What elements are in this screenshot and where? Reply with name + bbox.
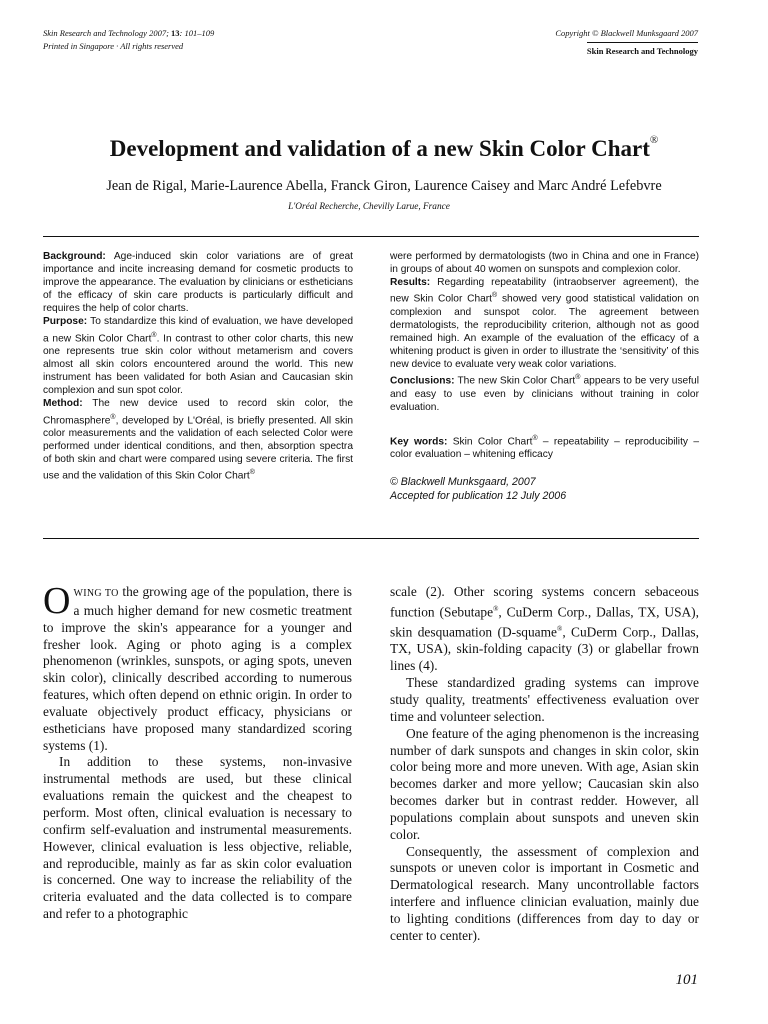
body-left-column <box>43 580 353 923</box>
abstract-purpose: Purpose: To standardize this kind of evaluation, we have developed a new Skin Color Chart®. In contrast to other color charts, this new one represents true skin color without metamerism and covers almost all skin colors encountered around the world. This new instrument has been validated for both Asian and Caucasian skin complexion and sun spot color. <box>43 316 353 397</box>
copyright-line: Copyright © Blackwell Munksgaard 2007 <box>555 28 698 38</box>
body-paragraph-2: In addition to these systems, non-invasive instrumental methods are used, but these clinical evaluations remain the quickest and the cheapest to perform. Most often, clinical evaluation is necessary to confirm self-evaluation and instrumental measurements. However, clinical evaluation is less objective, reliable, and reproducible, mainly as far as skin color evaluation is concerned. One way to increase the reliability of the criteria evaluated and the data collected is to compare and refer to a photographic <box>43 754 352 922</box>
affiliation: L'Oréal Recherche, Chevilly Larue, France <box>288 202 450 212</box>
abstract-top-rule <box>43 236 699 237</box>
journal-name: Skin Research and Technology <box>587 42 698 58</box>
abstract-keywords: Key words: Skin Color Chart® – repeatability – reproducibility – color evaluation – whitening efficacy <box>390 434 699 461</box>
running-header-copyright <box>555 27 698 57</box>
body-right-column <box>390 584 699 945</box>
publication-info <box>390 475 699 503</box>
small-caps-opening: WING TO <box>73 588 119 599</box>
abstract-copyright: © Blackwell Munksgaard, 2007 <box>390 476 536 489</box>
body-paragraph-1: OWING TO the growing age of the population, there is a much higher demand for new cosmetic treatment to improve the skin's appearance for a younger and fresher look. Aging or photo aging is a complex phenomenon (wrinkles, sunspots, or aging spots, uneven skin color), clinically described according to numerous features, which often depend on ethnic origin. In order to evaluate objectively product efficacy, physicians or estheticians have proposed many standardized scoring systems (1). <box>43 580 353 753</box>
body-paragraph-3: scale (2). Other scoring systems concern sebaceous function (Sebutape®, CuDerm Corp., Dallas, TX, USA), skin desquamation (D-squame®, CuDerm Corp., Dallas, TX, USA), skin-folding capacity (3) or glabellar frown lines (4). <box>390 584 699 674</box>
page-number: 101 <box>675 972 698 988</box>
drop-cap: O <box>43 580 71 622</box>
citation-journal: Skin Research and Technology 2007; <box>43 28 172 38</box>
author-list: Jean de Rigal, Marie-Laurence Abella, Franck Giron, Laurence Caisey and Marc André Lefebvre <box>106 178 662 194</box>
body-paragraph-4: These standardized grading systems can improve study quality, treatments' effectiveness evaluation over time and volunteer selection. <box>390 675 699 724</box>
abstract-right-column <box>390 250 699 503</box>
accepted-date: Accepted for publication 12 July 2006 <box>390 490 567 503</box>
article-title <box>0 136 768 162</box>
registered-mark: ® <box>649 134 659 147</box>
abstract-bottom-rule <box>43 538 699 539</box>
printed-line: Printed in Singapore · All rights reserved <box>43 40 184 51</box>
abstract-left-column <box>43 250 353 483</box>
citation-pages: : 101–109 <box>179 28 215 38</box>
body-paragraph-6: Consequently, the assessment of complexion and sunspots or uneven color is important in Cosmetic and Dermatological research. Many uncontrollable factors interfere and influence clinician evaluation, mainly due to lighting conditions (differences from day to day or center to center). <box>390 843 699 943</box>
abstract-results: Results: Regarding repeatability (intraobserver agreement), the new Skin Color Chart® showed very good statistical validation on complexion and sunspot color. The agreement between dermatologists, the reproducibility criterion, although not as good remained high. An example of the evaluation of the efficacy of a whitening product is given in order to illustrate the ‘sensitivity’ of this new device to evaluate very weak color variations. <box>390 277 699 371</box>
article-title-text: Development and validation of a new Skin Color Chart <box>109 136 650 161</box>
abstract-method-continuation: were performed by dermatologists (two in China and one in France) in groups of about 40 women on sunspots and complexion color. <box>390 251 699 276</box>
citation-volume: 13 <box>171 28 180 38</box>
abstract-method: Method: The new device used to record skin color, the Chromasphere®, developed by L'Oréal, is briefly presented. All skin color measurements and the validation of each selected Color were performed under identical conditions, and then, absorption spectra of both skin and chart were compared using severe criteria. The first use and the validation of this Skin Color Chart® <box>43 398 353 482</box>
abstract-conclusions: Conclusions: The new Skin Color Chart® appears to be very useful and easy to use even by clinicians without training in color evaluation. <box>390 374 699 413</box>
running-header-citation <box>43 27 214 52</box>
body-paragraph-5: One feature of the aging phenomenon is the increasing number of dark sunspots and changes in skin color, skin color being more and more uneven. With age, Asian skin becomes darker and more yellow; Caucasian skin also becomes darker but in contrast redder. However, all populations complain about sunspots and uneven skin color. <box>390 725 700 842</box>
abstract-background: Background: Age-induced skin color variations are of great importance and incite increasing demand for cosmetic products to improve the appearance. The evaluation by clinicians or estheticians of the efficacy of skin care products is particularly difficult and requires the help of color charts. <box>43 251 353 315</box>
